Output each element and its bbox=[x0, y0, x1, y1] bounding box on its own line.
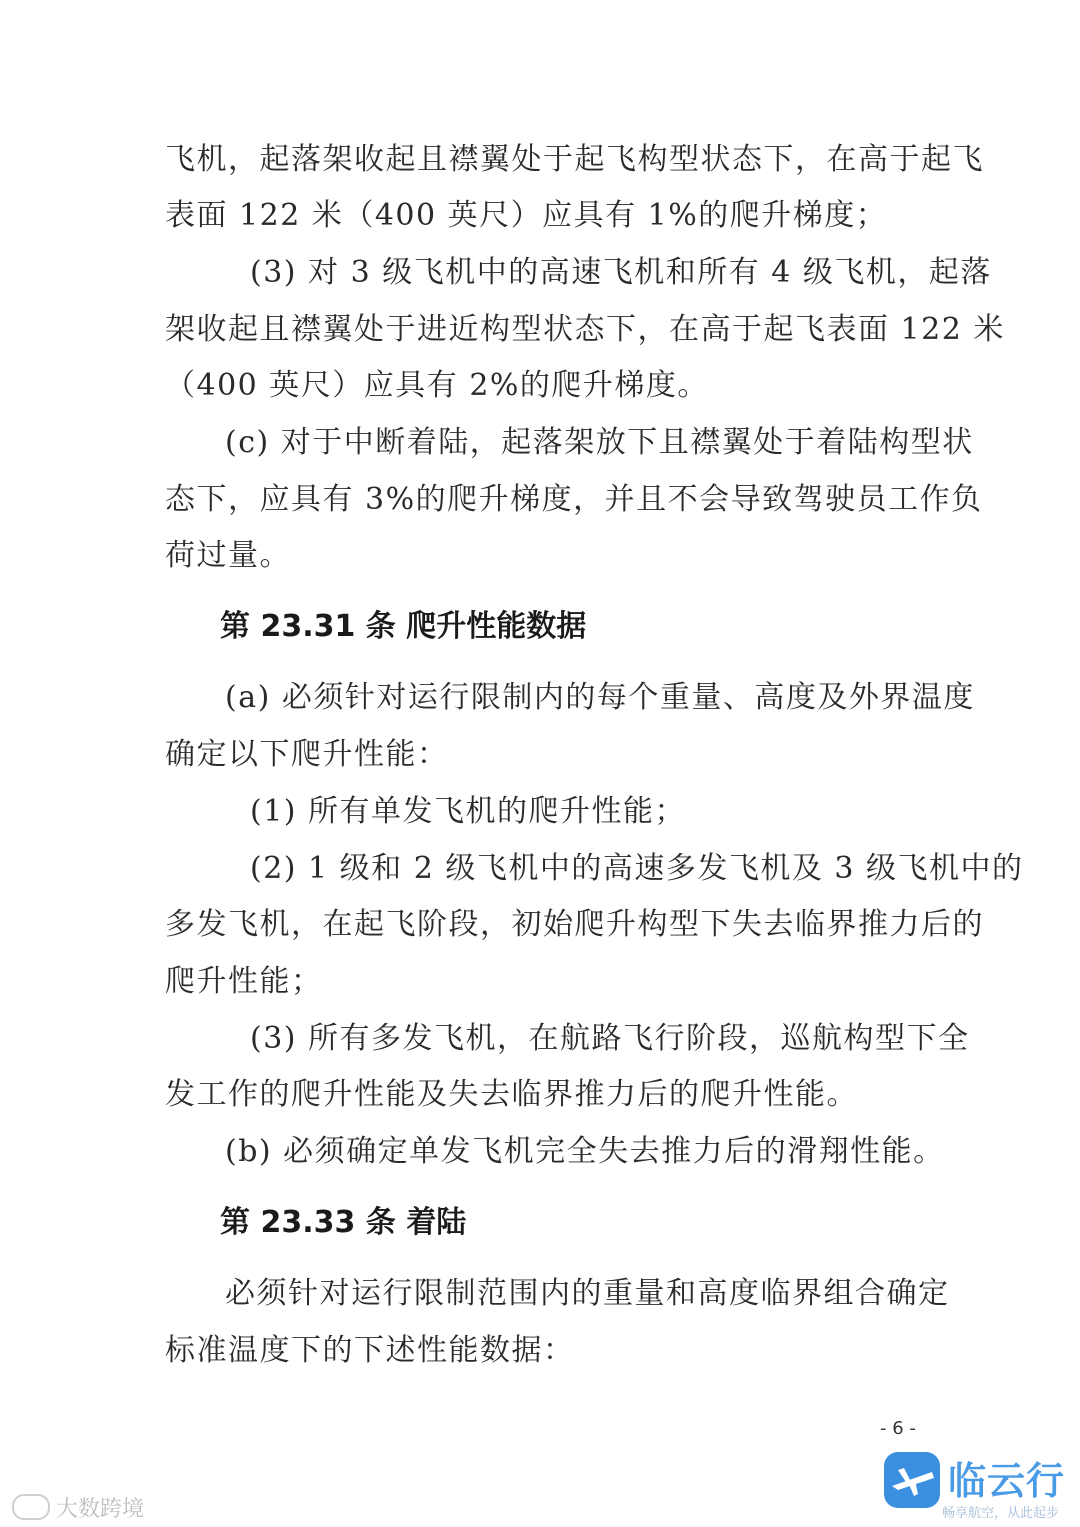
text-line: 爬升性能； bbox=[165, 964, 323, 999]
text-line: 荷过量。 bbox=[165, 538, 291, 573]
watermark-slogan: 畅享航空，从此起步 bbox=[942, 1506, 1060, 1521]
text-line: 态下，应具有 3%的爬升梯度，并且不会导致驾驶员工作负 bbox=[165, 482, 983, 517]
text-line: 发工作的爬升性能及失去临界推力后的爬升性能。 bbox=[165, 1077, 858, 1112]
text-line: (3) 对 3 级飞机中的高速飞机和所有 4 级飞机，起落 bbox=[250, 255, 992, 290]
text-line: (1) 所有单发飞机的爬升性能； bbox=[250, 794, 687, 829]
watermark-left-text: 大数跨境 bbox=[56, 1496, 145, 1522]
section-heading: 第 23.31 条 爬升性能数据 bbox=[220, 609, 587, 644]
text-line: (b) 必须确定单发飞机完全失去推力后的滑翔性能。 bbox=[225, 1134, 945, 1169]
airplane-logo-icon bbox=[884, 1452, 940, 1508]
text-line: 确定以下爬升性能： bbox=[165, 737, 449, 772]
text-line: (c) 对于中断着陆，起落架放下且襟翼处于着陆构型状 bbox=[225, 425, 974, 460]
text-line: 表面 122 米（400 英尺）应具有 1%的爬升梯度； bbox=[165, 198, 888, 233]
text-line: （400 英尺）应具有 2%的爬升梯度。 bbox=[165, 368, 709, 403]
text-line: 必须针对运行限制范围内的重量和高度临界组合确定 bbox=[225, 1276, 950, 1311]
text-line: (2) 1 级和 2 级飞机中的高速多发飞机及 3 级飞机中的 bbox=[250, 851, 1024, 886]
text-line: 标准温度下的下述性能数据： bbox=[165, 1333, 575, 1368]
watermark-right bbox=[880, 1448, 1075, 1523]
weibo-logo-icon bbox=[12, 1494, 50, 1520]
page-number: - 6 - bbox=[880, 1418, 916, 1439]
text-line: 架收起且襟翼处于进近构型状态下，在高于起飞表面 122 米 bbox=[165, 312, 1005, 347]
section-heading: 第 23.33 条 着陆 bbox=[220, 1205, 467, 1240]
text-line: 飞机，起落架收起且襟翼处于起飞构型状态下，在高于起飞 bbox=[165, 142, 984, 177]
text-line: (3) 所有多发飞机，在航路飞行阶段，巡航构型下全 bbox=[250, 1021, 970, 1056]
watermark-brand: 临云行 bbox=[948, 1459, 1066, 1503]
text-line: 多发飞机，在起飞阶段，初始爬升构型下失去临界推力后的 bbox=[165, 907, 984, 942]
text-line: (a) 必须针对运行限制内的每个重量、高度及外界温度 bbox=[225, 680, 975, 715]
watermark-left bbox=[12, 1490, 144, 1524]
